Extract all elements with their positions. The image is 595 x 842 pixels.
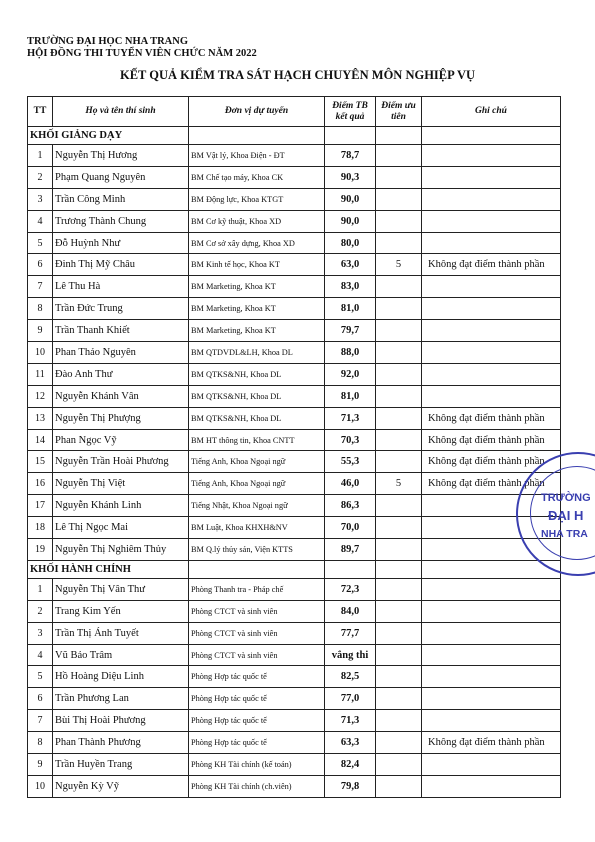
cell-name: Trần Phương Lan	[53, 688, 189, 710]
cell-name: Lê Thị Ngọc Mai	[53, 517, 189, 539]
cell-tt: 17	[28, 495, 53, 517]
cell-tt: 5	[28, 232, 53, 254]
cell-name: Vũ Bảo Trâm	[53, 644, 189, 666]
table-row	[28, 600, 561, 622]
cell-name: Trần Đức Trung	[53, 298, 189, 320]
cell-note: Không đạt điểm thành phần	[422, 732, 561, 754]
table-row	[28, 188, 561, 210]
table-row	[28, 342, 561, 364]
cell-note	[422, 232, 561, 254]
table-row	[28, 363, 561, 385]
section-note-cell	[422, 127, 561, 145]
cell-priority	[376, 517, 422, 539]
cell-tt: 4	[28, 210, 53, 232]
table-row	[28, 644, 561, 666]
cell-note: Không đạt điểm thành phần	[422, 407, 561, 429]
table-row	[28, 451, 561, 473]
cell-tt: 3	[28, 188, 53, 210]
cell-unit: Phòng Hợp tác quốc tế	[189, 666, 325, 688]
cell-priority	[376, 188, 422, 210]
cell-unit: Tiếng Anh, Khoa Ngoại ngữ	[189, 473, 325, 495]
cell-name: Bùi Thị Hoài Phương	[53, 710, 189, 732]
cell-name: Nguyễn Thị Phượng	[53, 407, 189, 429]
section-title: KHỐI HÀNH CHÍNH	[28, 560, 189, 578]
cell-priority	[376, 775, 422, 797]
cell-unit: Phòng Hợp tác quốc tế	[189, 710, 325, 732]
cell-priority	[376, 732, 422, 754]
cell-tt: 6	[28, 254, 53, 276]
cell-priority	[376, 385, 422, 407]
cell-note	[422, 145, 561, 167]
cell-tt: 10	[28, 342, 53, 364]
cell-name: Nguyễn Thị Nghiêm Thủy	[53, 539, 189, 561]
table-row	[28, 578, 561, 600]
section-unit-cell	[189, 560, 325, 578]
cell-priority	[376, 451, 422, 473]
cell-name: Phan Thảo Nguyên	[53, 342, 189, 364]
table-row	[28, 232, 561, 254]
cell-note	[422, 210, 561, 232]
cell-note	[422, 320, 561, 342]
cell-tt: 2	[28, 600, 53, 622]
cell-score: 81,0	[325, 298, 376, 320]
cell-note	[422, 710, 561, 732]
table-row	[28, 276, 561, 298]
table-row	[28, 710, 561, 732]
cell-priority	[376, 298, 422, 320]
document-title: KẾT QUẢ KIỂM TRA SÁT HẠCH CHUYÊN MÔN NGHIỆP VỤ	[119, 68, 476, 82]
header-score: Điểm TB kết quả	[325, 97, 376, 127]
section-row	[28, 560, 561, 578]
cell-score: 70,0	[325, 517, 376, 539]
header-priority: Điểm ưu tiên	[376, 97, 422, 127]
cell-name: Trần Thị Ánh Tuyết	[53, 622, 189, 644]
cell-tt: 1	[28, 145, 53, 167]
section-priority-cell	[376, 560, 422, 578]
cell-name: Phan Ngọc Vỹ	[53, 429, 189, 451]
cell-unit: BM HT thông tin, Khoa CNTT	[189, 429, 325, 451]
cell-tt: 10	[28, 775, 53, 797]
cell-unit: BM Kinh tế học, Khoa KT	[189, 254, 325, 276]
cell-priority	[376, 622, 422, 644]
cell-score: 90,0	[325, 210, 376, 232]
cell-priority	[376, 166, 422, 188]
cell-score: 77,0	[325, 688, 376, 710]
cell-priority	[376, 495, 422, 517]
table-row	[28, 495, 561, 517]
cell-unit: BM Động lực, Khoa KTGT	[189, 188, 325, 210]
cell-priority	[376, 644, 422, 666]
cell-unit: Phòng Hợp tác quốc tế	[189, 688, 325, 710]
cell-priority	[376, 754, 422, 776]
cell-priority	[376, 276, 422, 298]
cell-score: 80,0	[325, 232, 376, 254]
cell-tt: 15	[28, 451, 53, 473]
cell-score: 71,3	[325, 710, 376, 732]
cell-note	[422, 298, 561, 320]
cell-score: 92,0	[325, 363, 376, 385]
cell-note: Không đạt điểm thành phần	[422, 254, 561, 276]
cell-note	[422, 166, 561, 188]
cell-note	[422, 622, 561, 644]
cell-note	[422, 775, 561, 797]
cell-name: Phạm Quang Nguyên	[53, 166, 189, 188]
section-score-cell	[325, 560, 376, 578]
cell-priority	[376, 710, 422, 732]
cell-tt: 6	[28, 688, 53, 710]
cell-tt: 9	[28, 320, 53, 342]
table-row	[28, 298, 561, 320]
cell-tt: 14	[28, 429, 53, 451]
cell-unit: Phòng Hợp tác quốc tế	[189, 732, 325, 754]
cell-score: 78,7	[325, 145, 376, 167]
cell-name: Trương Thành Chung	[53, 210, 189, 232]
table-row	[28, 473, 561, 495]
cell-note	[422, 754, 561, 776]
table-row	[28, 210, 561, 232]
cell-note	[422, 385, 561, 407]
cell-score: 82,5	[325, 666, 376, 688]
cell-score: 71,3	[325, 407, 376, 429]
cell-priority	[376, 210, 422, 232]
cell-score: 89,7	[325, 539, 376, 561]
header-note: Ghi chú	[422, 97, 561, 127]
cell-priority: 5	[376, 254, 422, 276]
cell-name: Trần Công Minh	[53, 188, 189, 210]
header-unit: Đơn vị dự tuyển	[189, 97, 325, 127]
cell-score: 70,3	[325, 429, 376, 451]
cell-unit: Tiếng Anh, Khoa Ngoại ngữ	[189, 451, 325, 473]
cell-unit: BM Cơ sở xây dựng, Khoa XD	[189, 232, 325, 254]
section-unit-cell	[189, 127, 325, 145]
cell-unit: BM QTDVDL&LH, Khoa DL	[189, 342, 325, 364]
seal-text-2: ĐẠI H	[548, 508, 584, 523]
table-row	[28, 254, 561, 276]
cell-tt: 19	[28, 539, 53, 561]
table-row	[28, 666, 561, 688]
section-score-cell	[325, 127, 376, 145]
cell-unit: BM Marketing, Khoa KT	[189, 298, 325, 320]
cell-unit: BM Vật lý, Khoa Điện - ĐT	[189, 145, 325, 167]
cell-score: 82,4	[325, 754, 376, 776]
table-row	[28, 145, 561, 167]
header-name: Họ và tên thí sinh	[53, 97, 189, 127]
cell-score: 88,0	[325, 342, 376, 364]
cell-score: 63,0	[325, 254, 376, 276]
cell-tt: 11	[28, 363, 53, 385]
table-row	[28, 320, 561, 342]
cell-tt: 7	[28, 710, 53, 732]
cell-priority	[376, 539, 422, 561]
cell-tt: 1	[28, 578, 53, 600]
cell-note	[422, 342, 561, 364]
cell-note	[422, 188, 561, 210]
cell-unit: BM Cơ kỹ thuật, Khoa XD	[189, 210, 325, 232]
cell-note	[422, 276, 561, 298]
cell-note	[422, 363, 561, 385]
cell-tt: 4	[28, 644, 53, 666]
cell-name: Nguyễn Thị Việt	[53, 473, 189, 495]
cell-name: Nguyễn Khánh Linh	[53, 495, 189, 517]
table-row	[28, 429, 561, 451]
cell-unit: BM QTKS&NH, Khoa DL	[189, 363, 325, 385]
cell-priority	[376, 666, 422, 688]
table-row	[28, 775, 561, 797]
cell-tt: 18	[28, 517, 53, 539]
cell-note	[422, 666, 561, 688]
results-table	[27, 96, 561, 798]
table-row	[28, 517, 561, 539]
cell-score: vắng thi	[325, 644, 376, 666]
cell-tt: 2	[28, 166, 53, 188]
cell-note	[422, 688, 561, 710]
table-row	[28, 166, 561, 188]
cell-tt: 7	[28, 276, 53, 298]
cell-tt: 12	[28, 385, 53, 407]
cell-priority	[376, 407, 422, 429]
cell-score: 46,0	[325, 473, 376, 495]
cell-tt: 3	[28, 622, 53, 644]
cell-unit: Phòng CTCT và sinh viên	[189, 622, 325, 644]
cell-score: 55,3	[325, 451, 376, 473]
table-row	[28, 622, 561, 644]
seal-text-1: TRƯỜNG	[541, 492, 591, 504]
council-name: HỘI ĐỒNG THI TUYỂN VIÊN CHỨC NĂM 2022	[27, 48, 257, 59]
cell-score: 63,3	[325, 732, 376, 754]
cell-name: Trang Kim Yến	[53, 600, 189, 622]
cell-name: Nguyễn Thị Hương	[53, 145, 189, 167]
cell-unit: BM Chế tạo máy, Khoa CK	[189, 166, 325, 188]
cell-unit: BM Marketing, Khoa KT	[189, 320, 325, 342]
cell-unit: BM QTKS&NH, Khoa DL	[189, 385, 325, 407]
cell-unit: BM Marketing, Khoa KT	[189, 276, 325, 298]
table-row	[28, 754, 561, 776]
cell-name: Nguyễn Trần Hoài Phương	[53, 451, 189, 473]
cell-unit: Phòng CTCT và sinh viên	[189, 644, 325, 666]
cell-tt: 8	[28, 298, 53, 320]
cell-score: 84,0	[325, 600, 376, 622]
table-row	[28, 407, 561, 429]
header-tt: TT	[28, 97, 53, 127]
cell-name: Đinh Thị Mỹ Châu	[53, 254, 189, 276]
cell-name: Phan Thành Phương	[53, 732, 189, 754]
cell-name: Nguyễn Thị Vân Thư	[53, 578, 189, 600]
cell-tt: 8	[28, 732, 53, 754]
cell-priority	[376, 688, 422, 710]
cell-unit: Phòng KH Tài chính (ch.viên)	[189, 775, 325, 797]
cell-unit: BM Q.lý thủy sản, Viện KTTS	[189, 539, 325, 561]
section-title: KHỐI GIẢNG DẠY	[28, 127, 189, 145]
cell-note: Không đạt điểm thành phần	[422, 473, 561, 495]
cell-note	[422, 578, 561, 600]
cell-name: Hồ Hoàng Diệu Linh	[53, 666, 189, 688]
cell-note	[422, 644, 561, 666]
cell-priority	[376, 578, 422, 600]
cell-score: 83,0	[325, 276, 376, 298]
cell-score: 77,7	[325, 622, 376, 644]
cell-note	[422, 600, 561, 622]
cell-name: Đỗ Huỳnh Như	[53, 232, 189, 254]
cell-unit: BM QTKS&NH, Khoa DL	[189, 407, 325, 429]
section-row	[28, 127, 561, 145]
cell-score: 72,3	[325, 578, 376, 600]
table-row	[28, 385, 561, 407]
cell-tt: 16	[28, 473, 53, 495]
cell-unit: BM Luật, Khoa KHXH&NV	[189, 517, 325, 539]
cell-unit: Phòng Thanh tra - Pháp chế	[189, 578, 325, 600]
cell-priority	[376, 320, 422, 342]
table-row	[28, 539, 561, 561]
cell-tt: 13	[28, 407, 53, 429]
cell-priority	[376, 145, 422, 167]
cell-score: 90,3	[325, 166, 376, 188]
cell-priority	[376, 363, 422, 385]
cell-note: Không đạt điểm thành phần	[422, 451, 561, 473]
cell-unit: Phòng KH Tài chính (kế toán)	[189, 754, 325, 776]
cell-priority	[376, 600, 422, 622]
cell-score: 79,8	[325, 775, 376, 797]
table-header-row	[28, 97, 561, 127]
cell-tt: 5	[28, 666, 53, 688]
cell-unit: Tiếng Nhật, Khoa Ngoại ngữ	[189, 495, 325, 517]
cell-priority: 5	[376, 473, 422, 495]
table-row	[28, 688, 561, 710]
cell-name: Trần Thanh Khiết	[53, 320, 189, 342]
cell-score: 79,7	[325, 320, 376, 342]
cell-tt: 9	[28, 754, 53, 776]
cell-name: Nguyễn Khánh Vân	[53, 385, 189, 407]
cell-name: Lê Thu Hà	[53, 276, 189, 298]
cell-score: 90,0	[325, 188, 376, 210]
seal-text-3: NHA TRA	[541, 528, 588, 540]
cell-name: Đào Anh Thư	[53, 363, 189, 385]
cell-score: 86,3	[325, 495, 376, 517]
cell-score: 81,0	[325, 385, 376, 407]
table-row	[28, 732, 561, 754]
university-name: TRƯỜNG ĐẠI HỌC NHA TRANG	[27, 36, 189, 47]
cell-priority	[376, 232, 422, 254]
cell-priority	[376, 342, 422, 364]
cell-note: Không đạt điểm thành phần	[422, 429, 561, 451]
cell-name: Nguyễn Kỳ Vỹ	[53, 775, 189, 797]
cell-name: Trần Huyền Trang	[53, 754, 189, 776]
section-priority-cell	[376, 127, 422, 145]
cell-unit: Phòng CTCT và sinh viên	[189, 600, 325, 622]
cell-priority	[376, 429, 422, 451]
